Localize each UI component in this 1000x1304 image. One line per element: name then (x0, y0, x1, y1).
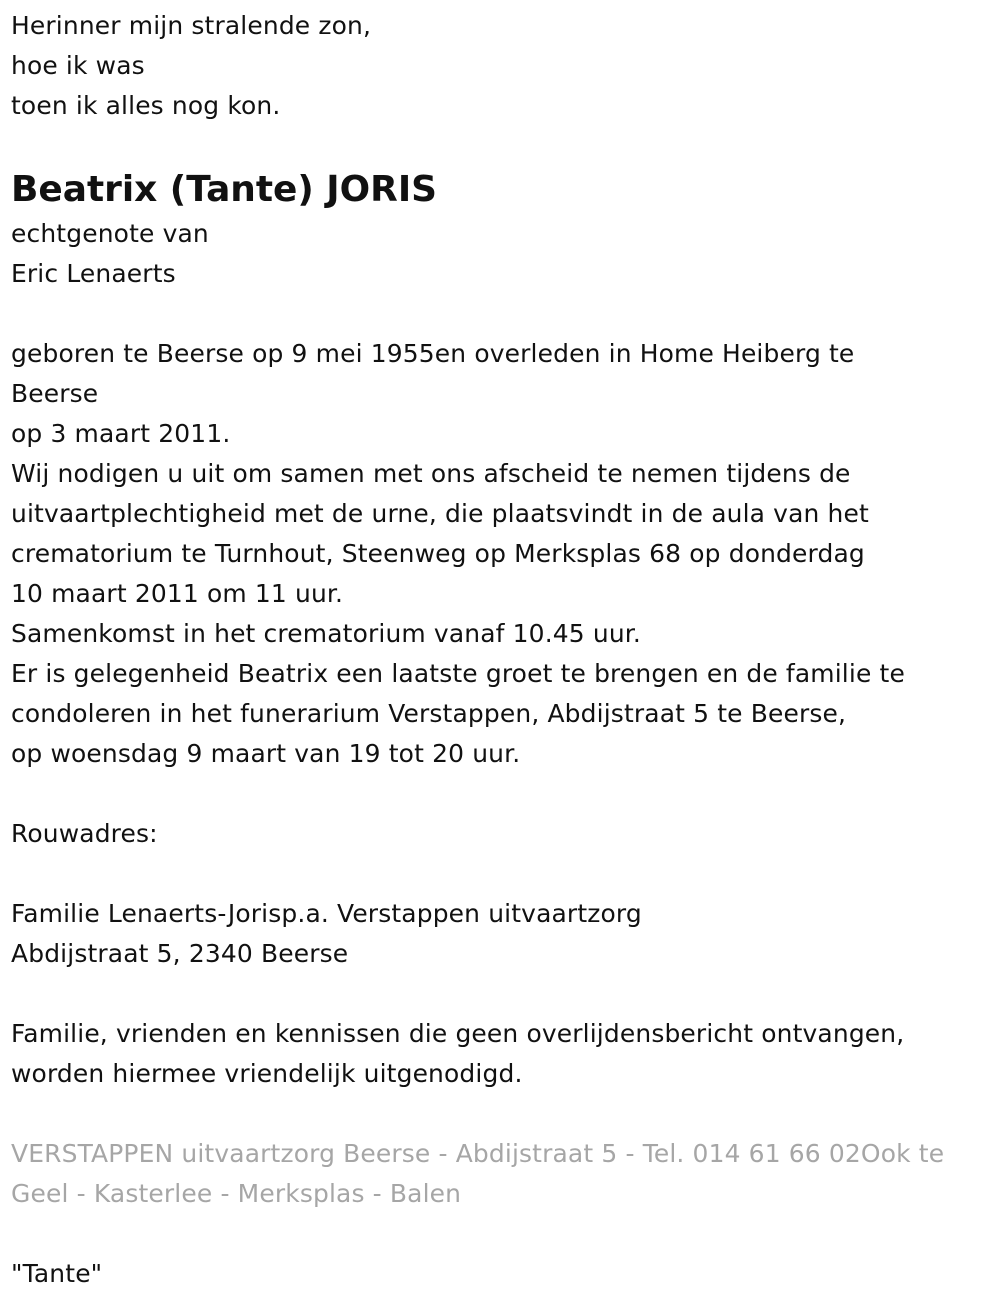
relation-text: echtgenote van (11, 219, 209, 248)
invitation-text (11, 1014, 991, 1094)
footer-line: Geel - Kasterlee - Merksplas - Balen (11, 1179, 462, 1208)
announcement-line: Er is gelegenheid Beatrix een laatste groet te brengen en de familie te (11, 659, 905, 688)
address-line: Abdijstraat 5, 2340 Beerse (11, 939, 349, 968)
announcement-line: op woensdag 9 maart van 19 tot 20 uur. (11, 739, 521, 768)
announcement-text (11, 334, 991, 774)
announcement-line: Wij nodigen u uit om samen met ons afscheid te nemen tijdens de (11, 459, 851, 488)
footer-line: VERSTAPPEN uitvaartzorg Beerse - Abdijstraat 5 - Tel. 014 61 66 02Ook te (11, 1139, 945, 1168)
obituary-document (11, 6, 991, 1294)
mourning-address (11, 894, 991, 974)
invitation-line: worden hiermee vriendelijk uitgenodigd. (11, 1059, 523, 1088)
funeral-home-footer (11, 1134, 991, 1214)
announcement-line: Samenkomst in het crematorium vanaf 10.45 uur. (11, 619, 641, 648)
announcement-line: uitvaartplechtigheid met de urne, die plaatsvindt in de aula van het (11, 499, 869, 528)
poem-line: toen ik alles nog kon. (11, 91, 281, 120)
invitation-line: Familie, vrienden en kennissen die geen overlijdensbericht ontvangen, (11, 1019, 905, 1048)
deceased-name: Beatrix (Tante) JORIS (11, 169, 438, 210)
nickname: "Tante" (11, 1259, 103, 1288)
poem-line: hoe ik was (11, 51, 145, 80)
announcement-line: 10 maart 2011 om 11 uur. (11, 579, 344, 608)
announcement-line: Beerse (11, 379, 99, 408)
announcement-line: geboren te Beerse op 9 mei 1955en overleden in Home Heiberg te (11, 339, 855, 368)
announcement-line: op 3 maart 2011. (11, 419, 231, 448)
announcement-line: crematorium te Turnhout, Steenweg op Merksplas 68 op donderdag (11, 539, 865, 568)
announcement-line: condoleren in het funerarium Verstappen, Abdijstraat 5 te Beerse, (11, 699, 847, 728)
address-line: Familie Lenaerts-Jorisp.a. Verstappen uitvaartzorg (11, 899, 642, 928)
mourning-address-label: Rouwadres: (11, 819, 158, 848)
poem (11, 6, 991, 126)
poem-line: Herinner mijn stralende zon, (11, 11, 372, 40)
spouse-name: Eric Lenaerts (11, 259, 176, 288)
